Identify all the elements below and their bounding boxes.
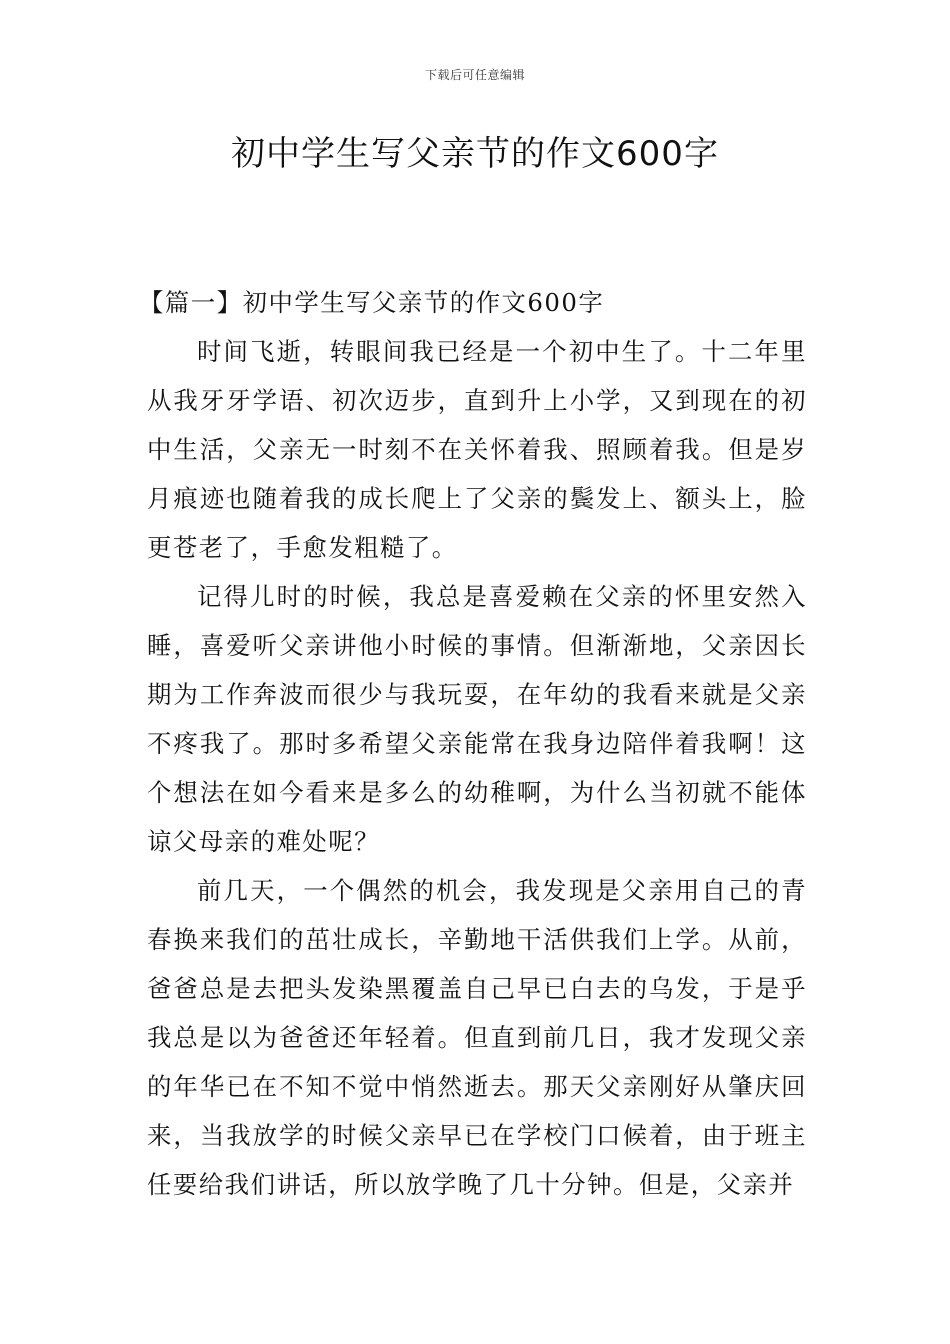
header-note: 下载后可任意编辑 <box>424 68 525 82</box>
document-title: 初中学生写父亲节的作文600字 <box>231 134 719 174</box>
paragraph-3: 前几天，一个偶然的机会，我发现是父亲用自己的青春换来我们的茁壮成长，辛勤地干活供我们上学。从前，爸爸总是去把头发染黑覆盖自己早已白去的乌发，于是乎我总是以为爸爸还年轻着。但直到前几日，我才发现父亲的年华已在不知不觉中悄然逝去。那天父亲刚好从肇庆回来，当我放学的时候父亲早已在学校门口候着，由于班主任要给我们讲话，所以放学晚了几十分钟。但是，父亲并 <box>147 876 807 1199</box>
section-heading: 【篇一】初中学生写父亲节的作文600字 <box>139 288 605 317</box>
document-body <box>139 278 807 1209</box>
paragraph-2: 记得儿时的时候，我总是喜爱赖在父亲的怀里安然入睡，喜爱听父亲讲他小时候的事情。但渐渐地，父亲因长期为工作奔波而很少与我玩耍，在年幼的我看来就是父亲不疼我了。那时多希望父亲能常在我身边陪伴着我啊！这个想法在如今看来是多么的幼稚啊，为什么当初就不能体谅父母亲的难处呢？ <box>147 582 807 856</box>
paragraph-1: 时间飞逝，转眼间我已经是一个初中生了。十二年里从我牙牙学语、初次迈步，直到升上小学，又到现在的初中生活，父亲无一时刻不在关怀着我、照顾着我。但是岁月痕迹也随着我的成长爬上了父亲的鬓发上、额头上，脸更苍老了，手愈发粗糙了。 <box>147 337 807 562</box>
